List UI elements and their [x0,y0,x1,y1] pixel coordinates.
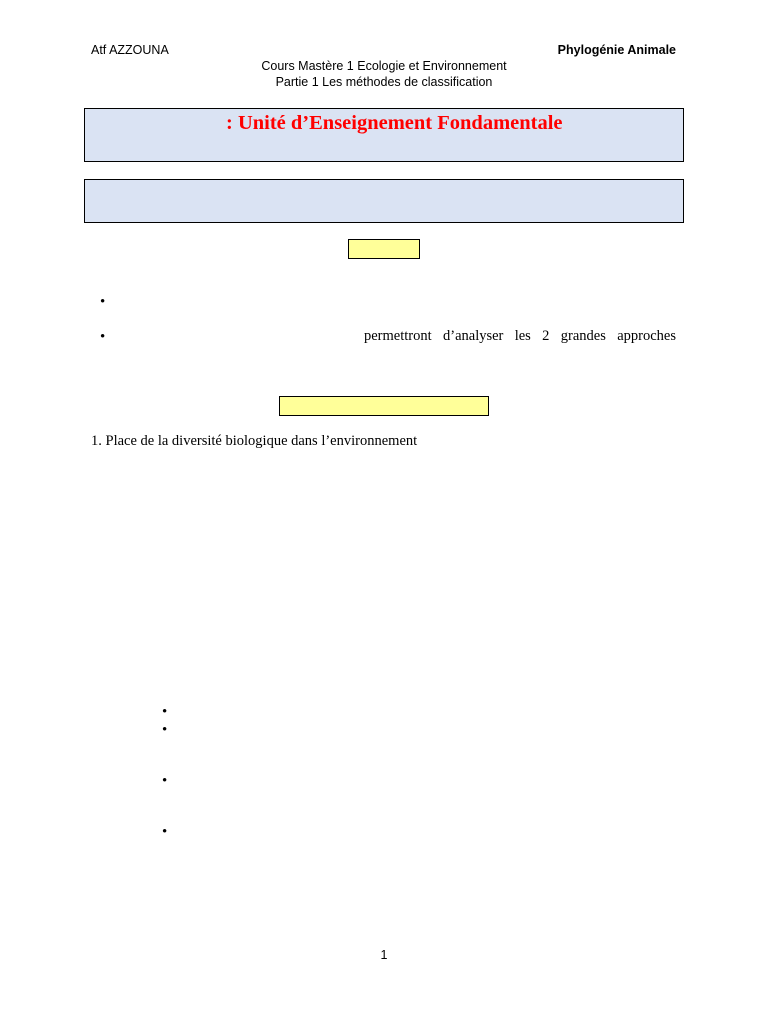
header-author: Atf AZZOUNA [91,43,169,57]
bullet-3: • [162,704,168,720]
highlight-box-2 [279,396,489,416]
page-number: 1 [380,948,388,962]
empty-title-box [84,179,684,223]
header-part: Partie 1 Les méthodes de classification [275,75,493,89]
bullet-4: • [162,722,168,738]
highlight-box-1 [348,239,420,259]
header-subject: Phylogénie Animale [557,43,676,57]
bullet-2: • [100,329,106,345]
ue-title-box [84,108,684,162]
ue-title: : Unité d’Enseignement Fondamentale [226,112,563,134]
section-heading-1: 1. Place de la diversité biologique dans l’environnement [91,433,418,449]
bullet-1: • [100,294,106,310]
header-course: Cours Mastère 1 Ecologie et Environnement [261,59,507,73]
bullet-2-text: permettront d’analyser les 2 grandes approches [364,328,676,344]
bullet-6: • [162,824,168,840]
bullet-5: • [162,773,168,789]
